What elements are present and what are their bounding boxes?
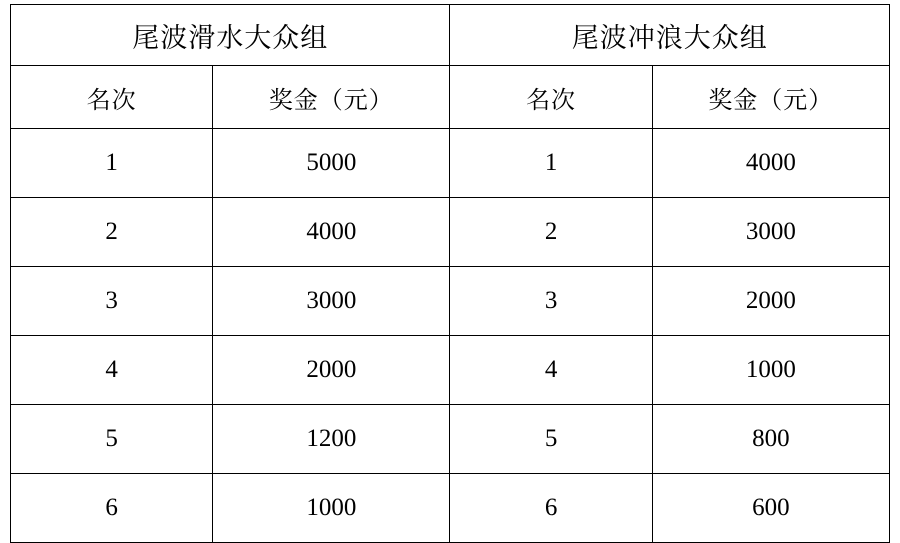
prize-value: 1000 <box>652 336 889 405</box>
rank-value: 6 <box>11 474 213 543</box>
rank-value: 1 <box>450 129 652 198</box>
prize-value: 3000 <box>213 267 450 336</box>
prize-value: 800 <box>652 405 889 474</box>
table-row <box>11 405 890 474</box>
prize-value: 600 <box>652 474 889 543</box>
rank-value: 3 <box>450 267 652 336</box>
rank-value: 5 <box>450 405 652 474</box>
table-row-column-headers <box>11 66 890 129</box>
prize-value: 4000 <box>652 129 889 198</box>
rank-value: 2 <box>450 198 652 267</box>
rank-value: 6 <box>450 474 652 543</box>
rank-value: 1 <box>11 129 213 198</box>
prize-value: 3000 <box>652 198 889 267</box>
table-row-group-headers <box>11 5 890 66</box>
table-row <box>11 198 890 267</box>
table-row <box>11 336 890 405</box>
rank-value: 2 <box>11 198 213 267</box>
prize-value: 2000 <box>652 267 889 336</box>
column-header-rank-right: 名次 <box>450 66 652 129</box>
prize-value: 2000 <box>213 336 450 405</box>
table-row <box>11 267 890 336</box>
prize-value: 1000 <box>213 474 450 543</box>
rank-value: 5 <box>11 405 213 474</box>
table-row <box>11 474 890 543</box>
group-title-wakeboard: 尾波滑水大众组 <box>11 5 450 66</box>
table-row <box>11 129 890 198</box>
prize-value: 1200 <box>213 405 450 474</box>
group-title-wakesurf: 尾波冲浪大众组 <box>450 5 890 66</box>
prize-value: 5000 <box>213 129 450 198</box>
column-header-rank-left: 名次 <box>11 66 213 129</box>
rank-value: 3 <box>11 267 213 336</box>
column-header-prize-right: 奖金（元） <box>652 66 889 129</box>
prize-value: 4000 <box>213 198 450 267</box>
rank-value: 4 <box>450 336 652 405</box>
rank-value: 4 <box>11 336 213 405</box>
column-header-prize-left: 奖金（元） <box>213 66 450 129</box>
prize-table <box>10 4 890 543</box>
